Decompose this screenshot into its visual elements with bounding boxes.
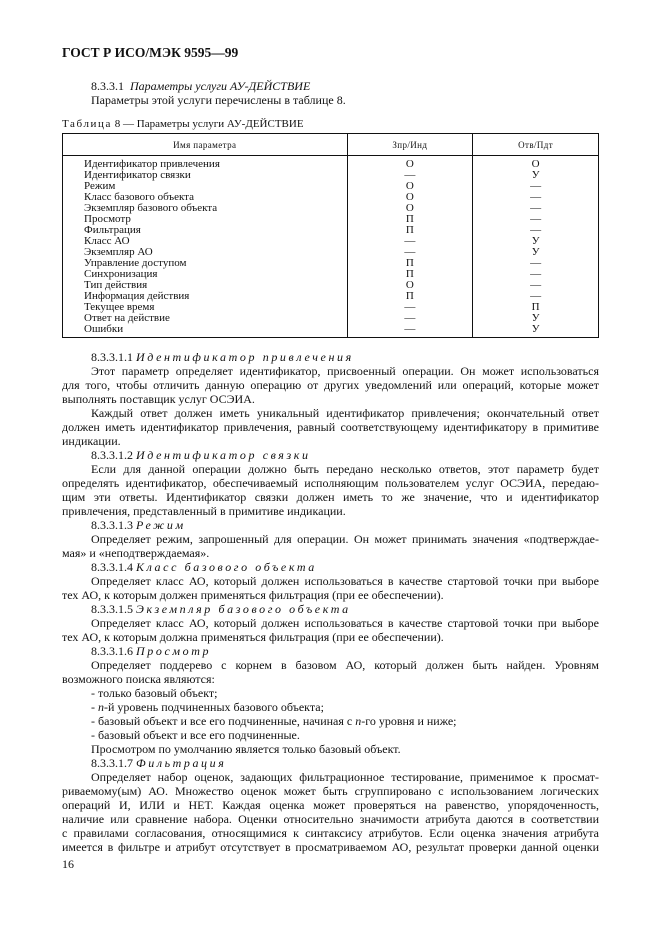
paragraph-line: выполнять поставщик услуг ОСЭИА.: [62, 392, 255, 406]
parameter-value-cell: —: [347, 170, 473, 181]
parameter-value-cell: П: [347, 258, 473, 269]
paragraph-line: привлечения, представленный в примитиве индикации.: [62, 504, 346, 518]
parameter-value-cell: О: [473, 156, 599, 171]
parameter-value-cell: П: [347, 214, 473, 225]
paragraph-line: Определяет класс АО, который должен использоваться в качестве стартовой точки при выборе: [91, 616, 599, 630]
paragraph-line: наличие или сравнение набора. Оценки относительно значимости атрибута даются в соответствии: [62, 812, 599, 826]
paragraph-line: риваемому(ым) АО. Множество оценок может быть сгруппировано с использованием логических: [62, 784, 599, 798]
paragraph-line: Определяет набор оценок, задающих фильтрационное тестирование, применимое к просмат-: [91, 770, 599, 784]
parameter-name-cell: Текущее время: [63, 302, 348, 313]
parameter-value-cell: —: [473, 203, 599, 214]
parameter-name-cell: Идентификатор привлечения: [63, 156, 348, 171]
paragraph-line: для того, чтобы отличить данную операцию от других уведомлений или операций, которые может: [62, 378, 599, 392]
list-item: - базовый объект и все его подчиненные.: [91, 728, 300, 742]
parameter-name-cell: Управление доступом: [63, 258, 348, 269]
section-intro: Параметры этой услуги перечислены в таблице 8.: [91, 93, 346, 107]
parameter-value-cell: О: [347, 203, 473, 214]
parameter-value-cell: У: [473, 313, 599, 324]
parameter-value-cell: О: [347, 280, 473, 291]
table-row: [63, 313, 599, 324]
parameter-value-cell: П: [473, 302, 599, 313]
parameter-value-cell: —: [473, 291, 599, 302]
paragraph-line: возможного поиска являются:: [62, 672, 215, 686]
table-caption: Таблица 8 — Параметры услуги АУ-ДЕЙСТВИЕ: [62, 118, 304, 130]
parameter-name-cell: Просмотр: [63, 214, 348, 225]
parameter-value-cell: О: [347, 192, 473, 203]
table-row: [63, 324, 599, 338]
paragraph-line: Этот параметр определяет идентификатор, присвоенный операции. Он может использоваться: [91, 364, 599, 378]
parameter-name-cell: Класс АО: [63, 236, 348, 247]
parameter-name-cell: Идентификатор связки: [63, 170, 348, 181]
subsection-heading: 8.3.3.1.2 Идентификатор связки: [91, 448, 311, 462]
paragraph-line: определять идентификатор, обеспечиваемый исполняющим пользователем услуг ОСЭИА, передаю-: [62, 476, 599, 490]
paragraph-line: индикации.: [62, 434, 121, 448]
page-number: 16: [62, 857, 74, 871]
parameter-value-cell: —: [473, 269, 599, 280]
paragraph-line: тех АО, к которым должен применяться фильтрация (при ее обеспечении).: [62, 588, 444, 602]
paragraph-line: имеется в фильтре и атрибут отсутствует в просматриваемом АО, результат проверки данной оценки: [62, 840, 599, 854]
parameter-name-cell: Ответ на действие: [63, 313, 348, 324]
table-row: [63, 225, 599, 236]
table-row: [63, 214, 599, 225]
parameter-value-cell: —: [473, 280, 599, 291]
parameter-value-cell: П: [347, 291, 473, 302]
parameter-value-cell: У: [473, 170, 599, 181]
list-item: - базовый объект и все его подчиненные, начиная с n-го уровня и ниже;: [91, 714, 457, 728]
paragraph-line: тех АО, к которым должна применяться фильтрация (при ее обеспечении).: [62, 630, 444, 644]
paragraph-line: Каждый ответ должен иметь уникальный идентификатор привлечения; окончательный ответ: [91, 406, 599, 420]
parameter-value-cell: —: [473, 214, 599, 225]
parameter-value-cell: П: [347, 269, 473, 280]
table-row: [63, 203, 599, 214]
column-header: Имя параметра: [63, 134, 348, 156]
table-row: [63, 170, 599, 181]
parameter-name-cell: Ошибки: [63, 324, 348, 338]
parameter-name-cell: Экземпляр базового объекта: [63, 203, 348, 214]
parameter-value-cell: О: [347, 181, 473, 192]
paragraph-line: Определяет класс АО, который должен использоваться в качестве стартовой точки при выборе: [91, 574, 599, 588]
parameter-name-cell: Фильтрация: [63, 225, 348, 236]
parameter-value-cell: У: [473, 236, 599, 247]
paragraph-line: с правилами согласования, относящимися к синтаксису атрибутов. Если оценка значения атрибута: [62, 826, 599, 840]
paragraph-line: Определяет поддерево с корнем в базовом АО, который должен быть найден. Уровням: [91, 658, 599, 672]
parameter-value-cell: —: [347, 247, 473, 258]
parameter-name-cell: Экземпляр АО: [63, 247, 348, 258]
list-item: - только базовый объект;: [91, 686, 218, 700]
parameter-value-cell: —: [347, 302, 473, 313]
paragraph-line: операций И, ИЛИ и НЕТ. Каждая оценка может проверяться на равенство, упорядоченность,: [62, 798, 599, 812]
parameter-value-cell: —: [473, 225, 599, 236]
parameter-value-cell: У: [473, 324, 599, 338]
parameter-value-cell: —: [473, 181, 599, 192]
subsection-heading: 8.3.3.1.5 Экземпляр базового объекта: [91, 602, 351, 616]
parameter-value-cell: —: [473, 258, 599, 269]
parameter-name-cell: Режим: [63, 181, 348, 192]
table-row: [63, 156, 599, 171]
paragraph-line: мая» и «неподтверждаемая».: [62, 546, 210, 560]
column-header: Отв/Пдт: [473, 134, 599, 156]
parameter-value-cell: —: [473, 192, 599, 203]
paragraph-line: Определяет режим, запрошенный для операции. Он может принимать значения «подтверждае-: [91, 532, 599, 546]
parameters-table: [62, 133, 599, 338]
parameter-name-cell: Тип действия: [63, 280, 348, 291]
parameter-value-cell: П: [347, 225, 473, 236]
parameter-name-cell: Класс базового объекта: [63, 192, 348, 203]
parameter-name-cell: Информация действия: [63, 291, 348, 302]
parameter-value-cell: —: [347, 236, 473, 247]
parameter-value-cell: —: [347, 324, 473, 338]
parameter-value-cell: О: [347, 156, 473, 171]
column-header: Зпр/Инд: [347, 134, 473, 156]
subsection-heading: 8.3.3.1.4 Класс базового объекта: [91, 560, 317, 574]
list-item: - n-й уровень подчиненных базового объекта;: [91, 700, 324, 714]
page-header: ГОСТ Р ИСО/МЭК 9595—99: [62, 45, 239, 60]
parameter-name-cell: Синхронизация: [63, 269, 348, 280]
subsection-heading: 8.3.3.1.6 Просмотр: [91, 644, 212, 658]
subsection-heading: 8.3.3.1.3 Режим: [91, 518, 186, 532]
table-header-row: [63, 134, 599, 156]
parameter-value-cell: —: [347, 313, 473, 324]
subsection-heading: 8.3.3.1.1 Идентификатор привлечения: [91, 350, 354, 364]
paragraph-line: Если для данной операции должно быть передано несколько ответов, этот параметр будет: [91, 462, 599, 476]
parameter-value-cell: У: [473, 247, 599, 258]
paragraph-line: Просмотром по умолчанию является только базовый объект.: [91, 742, 401, 756]
subsection-heading: 8.3.3.1.7 Фильтрация: [91, 756, 227, 770]
section-heading: 8.3.3.1 Параметры услуги АУ-ДЕЙСТВИЕ: [91, 79, 311, 93]
paragraph-line: щим эти ответы. Идентификатор связки должен иметь то же значение, что и идентификатор: [62, 490, 599, 504]
paragraph-line: должен иметь идентификатор привлечения, равный соответствующему идентификатору в примитиве: [62, 420, 599, 434]
